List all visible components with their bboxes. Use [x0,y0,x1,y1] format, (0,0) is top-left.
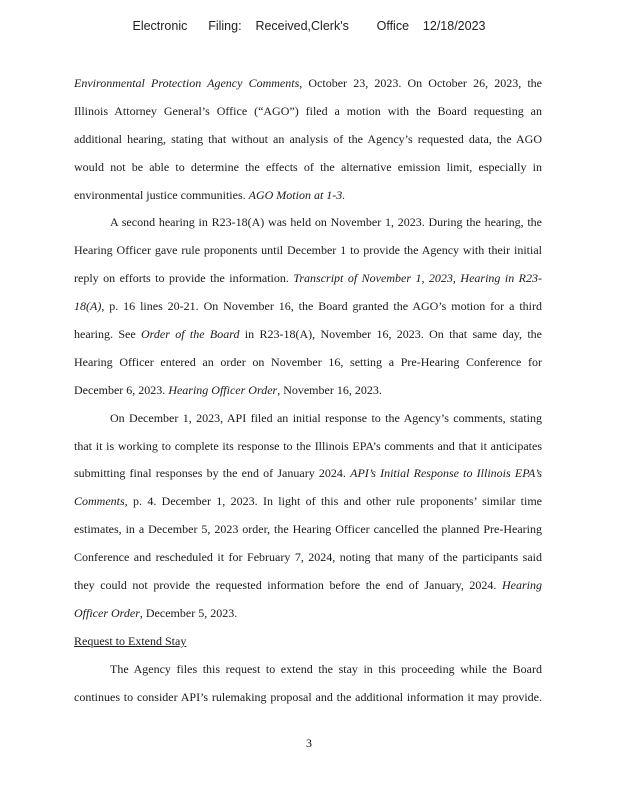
body-text: additional hearing, stating that without an analysis of the Agency’s requested data, the AGO [74,131,542,146]
body-text: , December 5, 2023. [139,605,238,620]
body-text: , October 23, 2023. On October 26, 2023, the [299,76,543,90]
text-line [74,126,542,154]
citation-text: Comments [74,494,125,509]
body-text: Illinois Attorney General’s Office (“AGO”) filed a motion with the Board requesting an [74,103,542,118]
text-line [74,516,542,544]
text-line [74,684,542,712]
text-line [74,293,542,321]
citation-text: Transcript of November 1, 2023, Hearing in R23- [293,271,543,286]
body-text: that it is working to complete its response to the Illinois EPA’s comments and that it anticipates [74,438,542,453]
filing-stamp-header: Electronic Filing: Received,Clerk's Office 12/18/2023 [132,19,486,33]
text-line [74,433,542,461]
citation-text: AGO Motion at 1-3. [248,187,346,202]
text-line [74,628,542,656]
body-text: Hearing Officer gave rule proponents until December 1 to provide the Agency with their initial [74,243,542,258]
citation-text: API’s Initial Response to Illinois EPA’s [350,466,542,481]
text-line [74,182,542,210]
text-line [74,237,542,265]
body-text: Conference and rescheduled it for February 7, 2024, noting that many of the participants said [74,550,542,565]
body-text: , p. 4. December 1, 2023. In light of this and other rule proponents’ similar time [124,494,542,509]
citation-text: 18(A) [74,299,102,314]
text-line [74,544,542,572]
text-line [74,70,542,98]
text-line [74,154,542,182]
body-text: A second hearing in R23-18(A) was held on November 1, 2023. During the hearing, the [110,215,542,230]
citation-text: Order of the Board [141,327,240,342]
text-line [74,265,542,293]
text-line [74,460,542,488]
body-text: environmental justice communities. [74,187,249,202]
text-line [74,600,542,628]
body-text: On December 1, 2023, API filed an initial response to the Agency’s comments, stating [110,410,542,425]
body-text: , November 16, 2023. [277,382,382,397]
text-line [74,209,542,237]
body-text: hearing. See [74,327,141,342]
citation-text: Environmental Protection Agency Comments [74,76,300,90]
page-number: 3 [306,736,312,750]
text-line [74,321,542,349]
citation-text: Officer Order [74,605,140,620]
body-text: would not be able to determine the effects of the alternative emission limit, especially in [74,159,542,174]
body-text: Hearing Officer entered an order on November 16, setting a Pre-Hearing Conference for [74,354,542,369]
document-body [74,70,542,711]
body-text: they could not provide the requested information before the end of January, 2024. [74,578,502,593]
citation-text: Hearing Officer Order [168,382,278,397]
citation-text: Hearing [502,578,542,593]
body-text: continues to consider API’s rulemaking proposal and the additional information it may provide. [74,689,542,704]
body-text: December 6, 2023. [74,382,169,397]
body-text: reply on efforts to provide the information. [74,271,294,286]
text-line [74,572,542,600]
text-line [74,349,542,377]
text-line [74,488,542,516]
body-text: in R23-18(A), November 16, 2023. On that same day, the [239,327,543,342]
body-text: submitting final responses by the end of January 2024. [74,466,351,481]
body-text: estimates, in a December 5, 2023 order, the Hearing Officer cancelled the planned Pre-Hearing [74,522,542,537]
body-text: The Agency files this request to extend the stay in this proceeding while the Board [110,661,542,676]
section-heading: Request to Extend Stay [74,633,187,648]
text-line [74,405,542,433]
text-line [74,377,542,405]
body-text: , p. 16 lines 20-21. On November 16, the Board granted the AGO’s motion for a third [101,299,542,314]
text-line [74,656,542,684]
text-line [74,98,542,126]
